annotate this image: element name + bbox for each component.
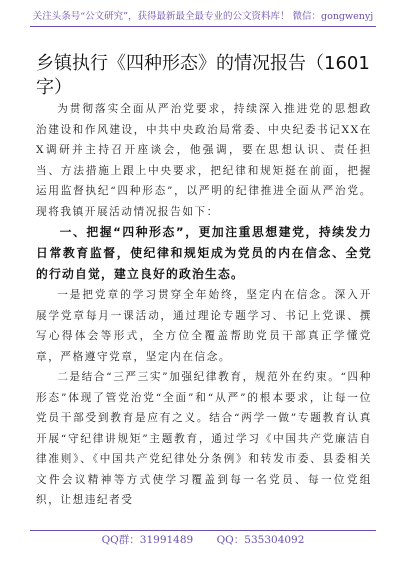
section-heading: 一、把握“四种形态”，更加注重思想建党，持续发力日常教育监督，使纪律和规矩成为党员的内在信念、全党的行动自觉，建立良好的政治生态。 [36, 225, 372, 281]
footer-banner [30, 530, 376, 549]
document-body [36, 99, 372, 511]
footer-qq: QQ：535304092 [216, 534, 305, 546]
intro-paragraph: 为贯彻落实全面从严治党要求，持续深入推进党的思想政治建设和作风建设，中共中央政治局常委、中央纪委书记XX在X调研并主持召开座谈会，他强调，要在思想认识、责任担当、方法措施上跟上中央要求，把纪律和规矩挺在前面，把握运用监督执纪“四种形态”，以严明的纪律推进全面从严治党。现将我镇开展活动情况报告如下： [36, 103, 372, 218]
header-banner [30, 9, 376, 27]
footer-qq-group: QQ群：31991489 [101, 534, 194, 546]
document-title: 乡镇执行《四种形态》的情况报告（1601字） [36, 53, 370, 98]
body-paragraph-1: 一是把党章的学习贯穿全年始终，坚定内在信念。深入开展学党章每月一课活动，通过理论专题学习、书记上党课、撰写心得体会等形式，全方位全覆盖帮助党员干部真正学懂党章，严格遵守党章，坚定内在信念。 [36, 289, 372, 363]
header-banner-text: 关注头条号“公文研究”，获得最新最全最专业的公文资料库！ 微信：gongwenyj [32, 11, 374, 22]
body-paragraph-2: 二是结合“三严三实”加强纪律教育，规范外在约束。“四种形态”体现了管党治党“全面”和“从严”的根本要求，让每一位党员干部受到教育是应有之义。结合“两学一做”专题教育认真开展“守纪律讲规矩”主题教育，通过学习《中国共产党廉洁自律准则》、《中国共产党纪律处分条例》和转发市委、县委相关文件会议精神等方式使学习覆盖到每一名党员、每一位党组织，让想违纪者受 [36, 371, 372, 506]
